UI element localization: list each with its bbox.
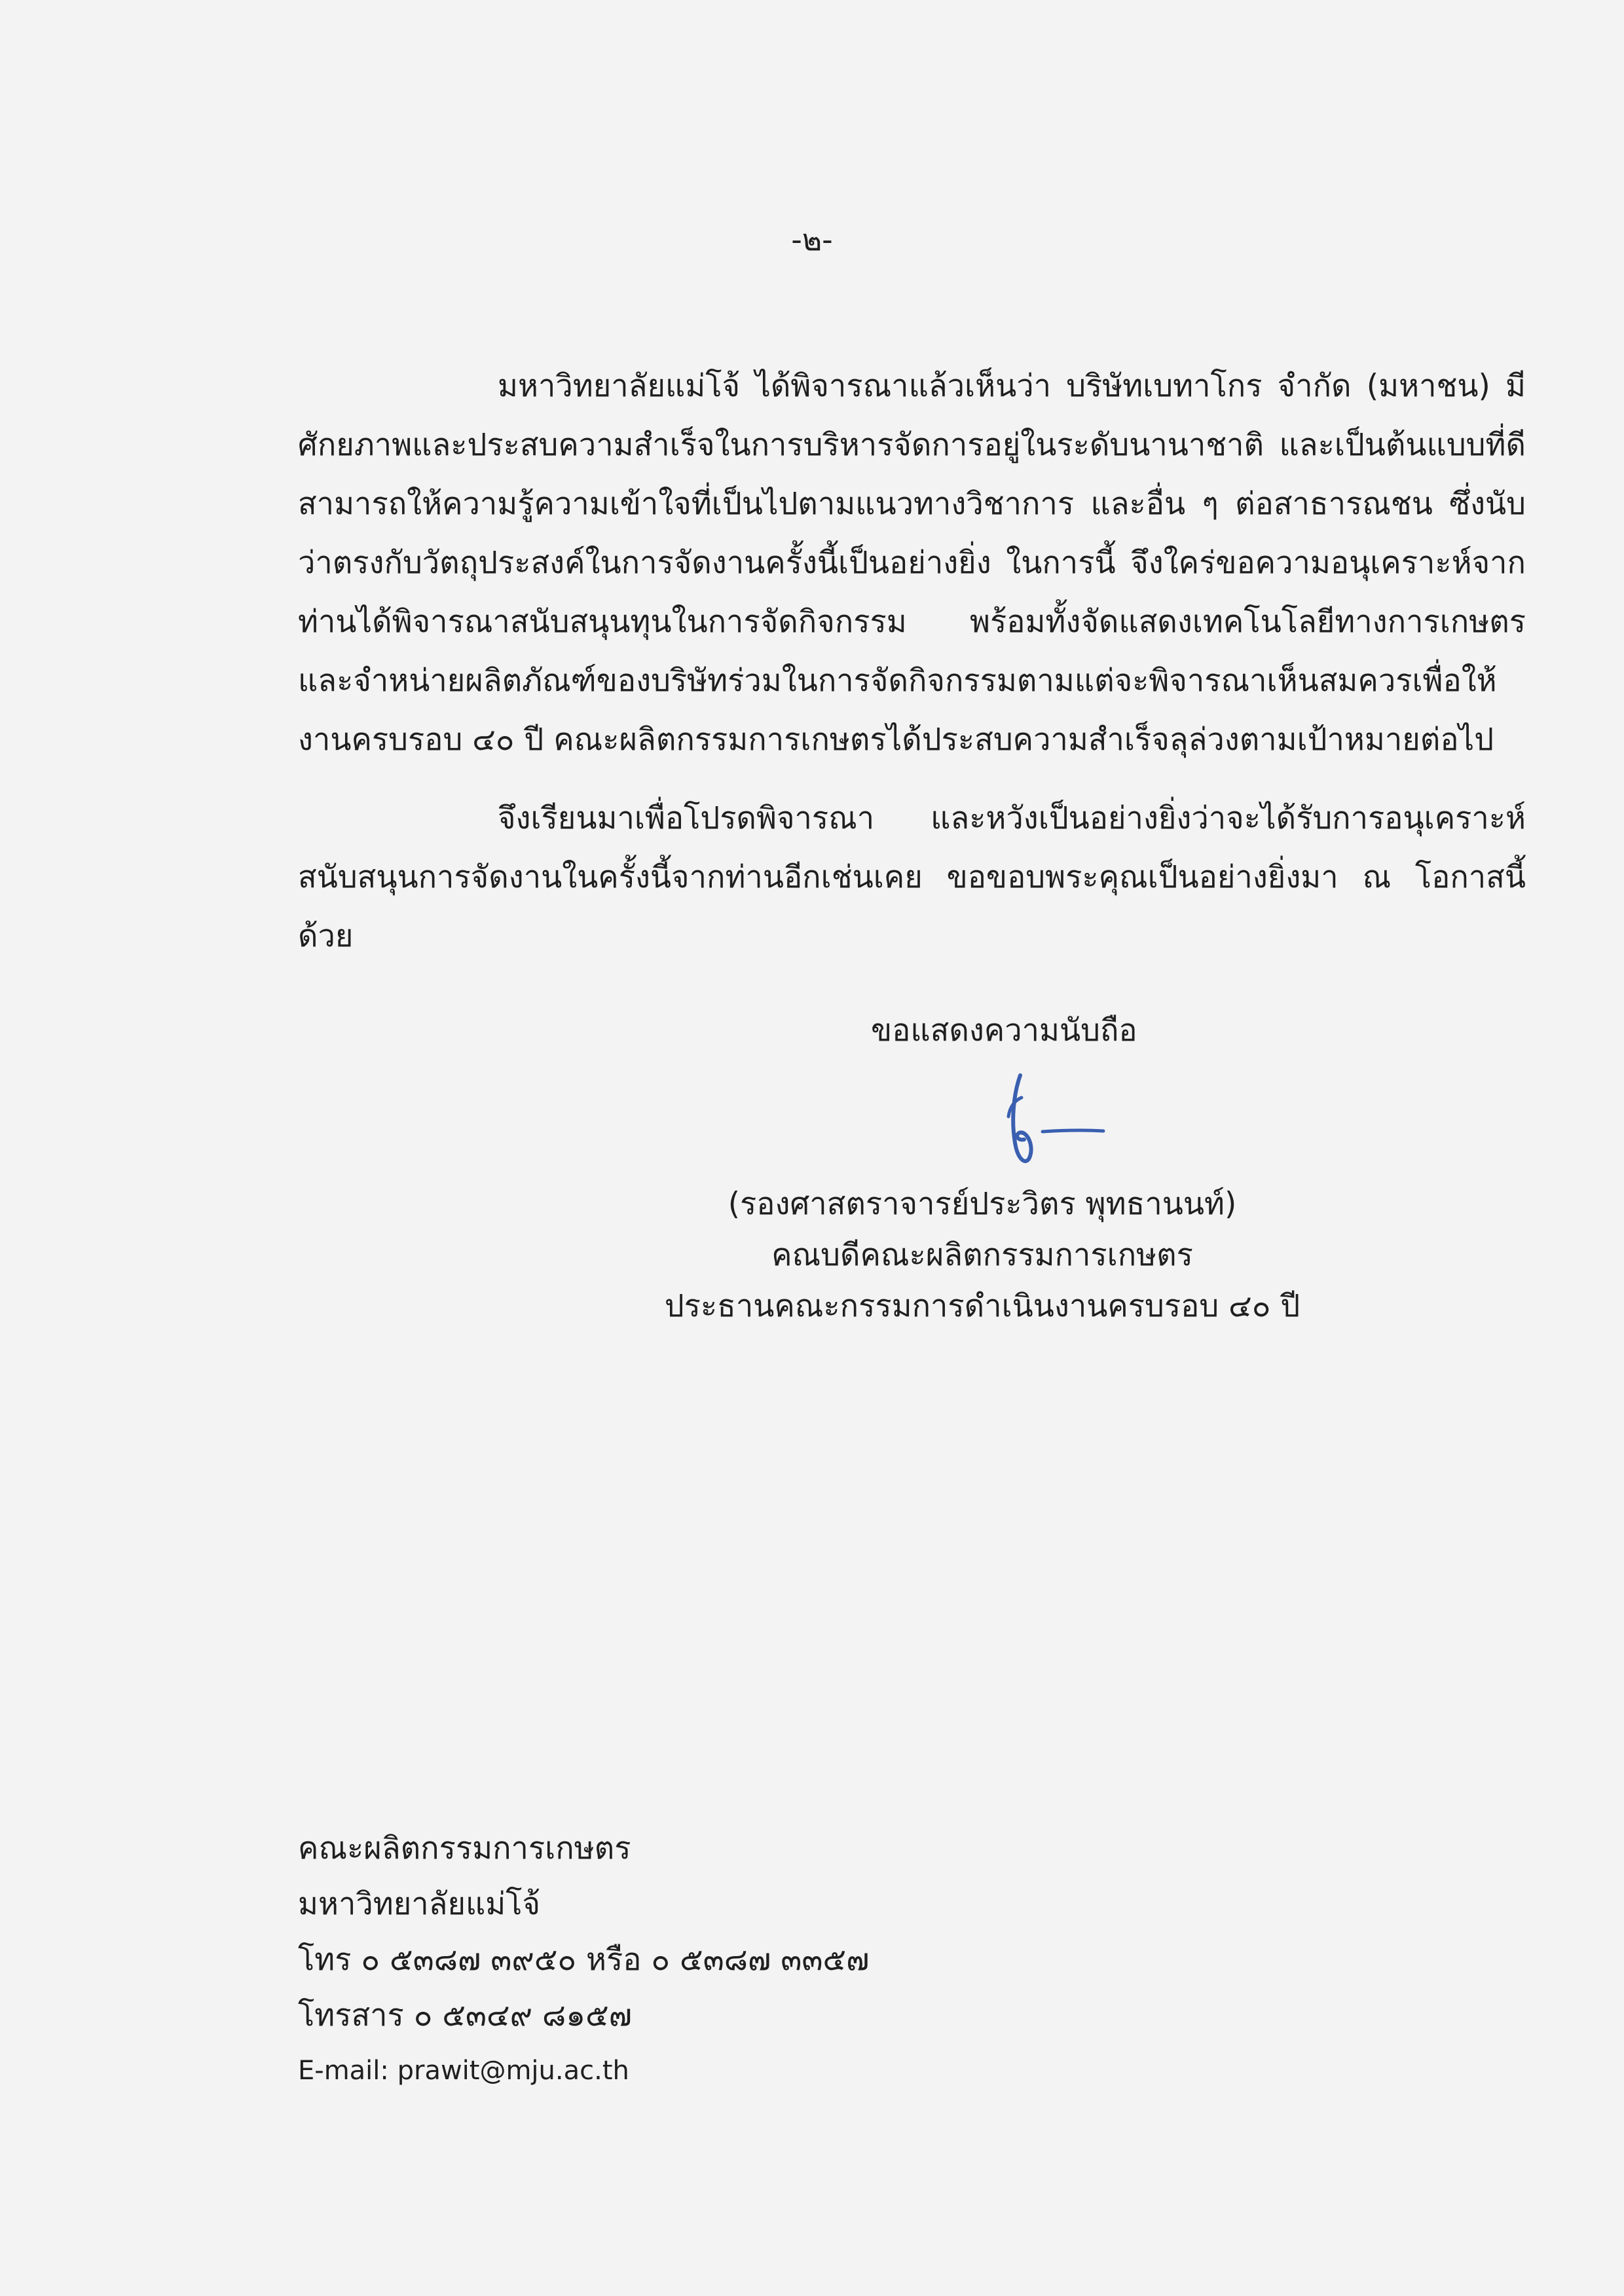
footer-university: มหาวิทยาลัยแม่โจ้ xyxy=(298,1886,541,1922)
footer-fax: โทรสาร ๐ ๕๓๔๙ ๘๑๕๗ xyxy=(298,1997,633,2033)
body-paragraph-closing-request: จึงเรียนมาเพื่อโปรดพิจารณา และหวังเป็นอย่างยิ่งว่าจะได้รับการอนุเคราะห์สนับสนุนการจัดงานในครั้งนี้จากท่านอีกเช่นเคย ขอขอบพระคุณเป็นอย่างยิ่งมา ณ โอกาสนี้ด้วย xyxy=(298,800,1526,954)
contact-footer xyxy=(298,1821,869,2099)
page-number: -๒- xyxy=(791,222,833,257)
footer-faculty: คณะผลิตกรรมการเกษตร xyxy=(298,1830,631,1866)
closing-salutation: ขอแสดงความนับถือ xyxy=(871,1012,1137,1048)
footer-email: E-mail: prawit@mju.ac.th xyxy=(298,2056,629,2086)
signer-role: ประธานคณะกรรมการดำเนินงานครบรอบ ๔๐ ปี xyxy=(664,1288,1301,1324)
signature-icon xyxy=(989,1067,1120,1179)
signer-block xyxy=(655,1179,1310,1332)
footer-phone: โทร ๐ ๕๓๘๗ ๓๙๕๐ หรือ ๐ ๕๓๘๗ ๓๓๕๗ xyxy=(298,1942,870,1978)
body-paragraph-request: มหาวิทยาลัยแม่โจ้ ได้พิจารณาแล้วเห็นว่า บริษัทเบทาโกร จำกัด (มหาชน) มีศักยภาพและประสบความสำเร็จในการบริหารจัดการอยู่ในระดับนานาชาติ และเป็นต้นแบบที่ดี สามารถให้ความรู้ความเข้าใจที่เป็นไปตามแนวทางวิชาการ และอื่น ๆ ต่อสาธารณชน ซึ่งนับว่าตรงกับวัตถุประสงค์ในการจัดงานครั้งนี้เป็นอย่างยิ่ง ในการนี้ จึงใคร่ขอความอนุเคราะห์จากท่านได้พิจารณาสนับสนุนทุนในการจัดกิจกรรม พร้อมทั้งจัดแสดงเทคโนโลยีทางการเกษตร และจำหน่ายผลิตภัณฑ์ของบริษัทร่วมในการจัดกิจกรรมตามแต่จะพิจารณาเห็นสมควรเพื่อให้งานครบรอบ ๔๐ ปี คณะผลิตกรรมการเกษตรได้ประสบความสำเร็จลุล่วงตามเป้าหมายต่อไป xyxy=(298,368,1526,758)
signer-name: (รองศาสตราจารย์ประวิตร พุทธานนท์) xyxy=(728,1186,1237,1222)
letter-body xyxy=(298,357,1526,966)
signer-position: คณบดีคณะผลิตกรรมการเกษตร xyxy=(771,1237,1193,1273)
